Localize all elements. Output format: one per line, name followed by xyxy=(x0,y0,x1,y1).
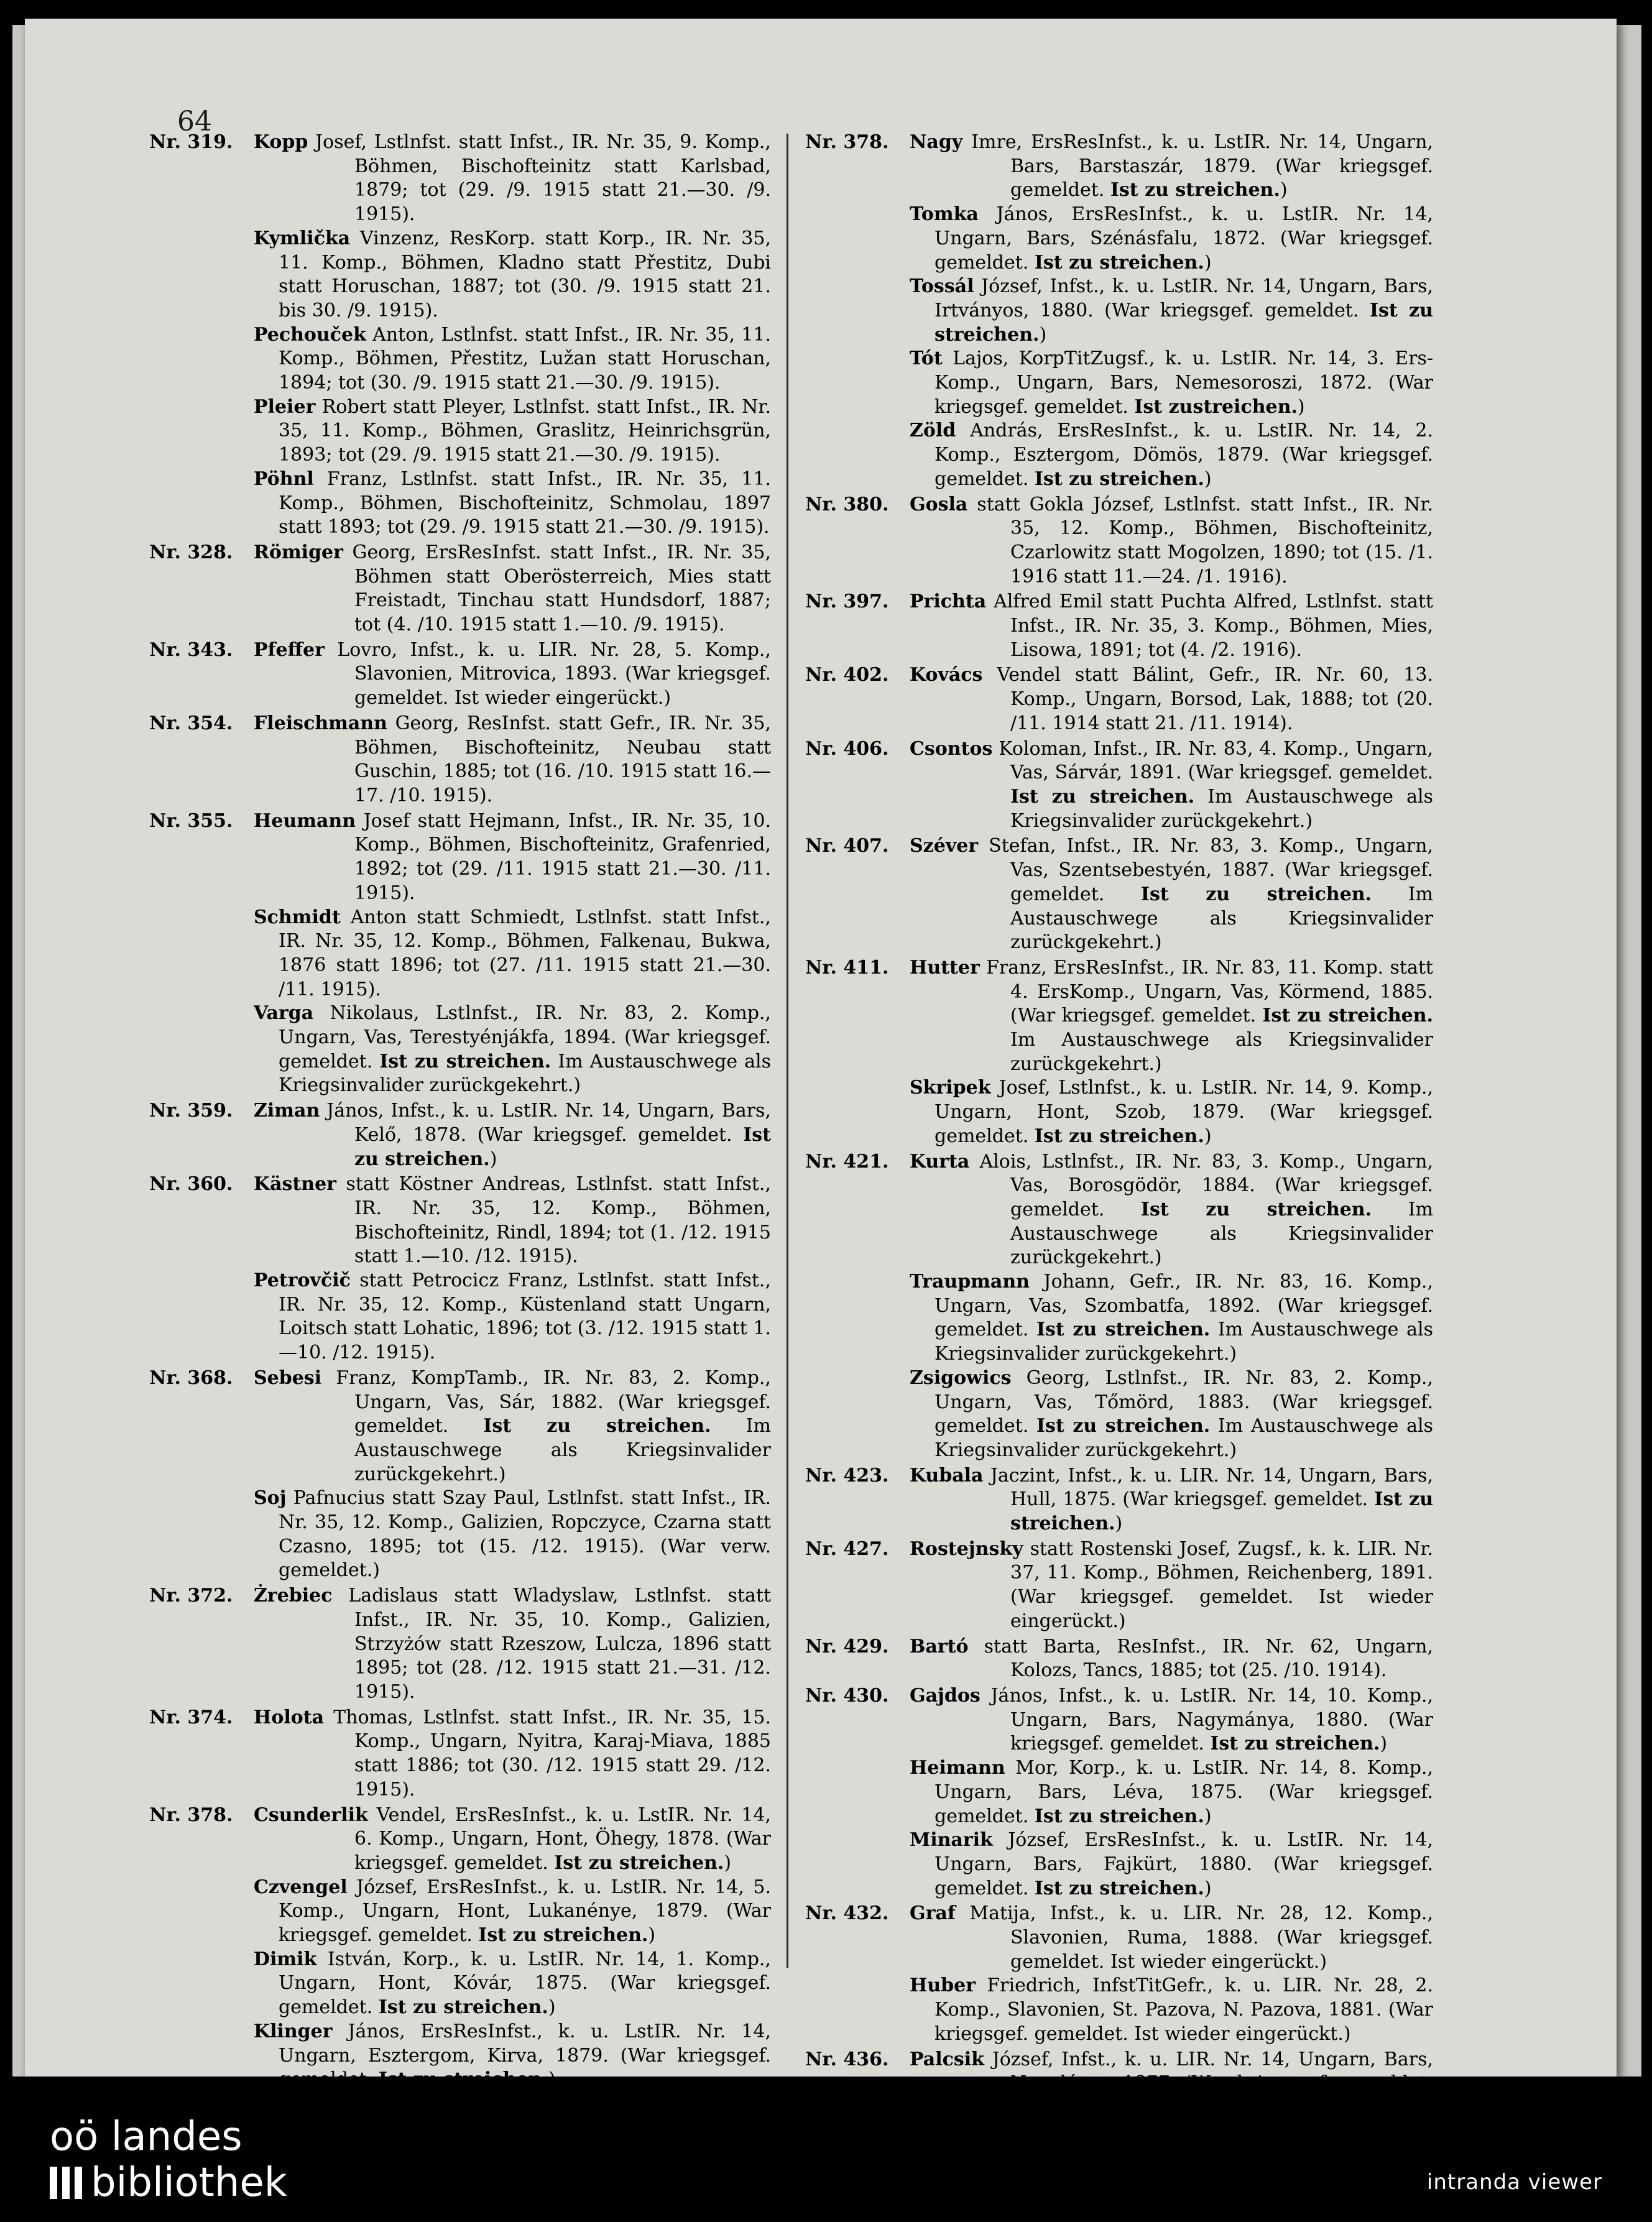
person-details: Alois, Lstlnfst., IR. Nr. 83, 3. Komp., Ungarn, Vas, Borosgödör, 1884. (War kriegsgef. gemeldet. xyxy=(969,1150,1433,1220)
person-details: statt Köstner Andreas, Lstlnfst. statt Infst., IR. Nr. 35, 12. Komp., Böhmen, Bischofteinitz, Rindl, 1894; tot (1. /12. 1915 statt 1.—10. /12. 1915). xyxy=(336,1173,771,1268)
register-entry xyxy=(149,541,771,637)
person-record xyxy=(254,906,771,1002)
person-details: József, ErsResInfst., k. u. LstIR. Nr. 14, Ungarn, Bars, Fajkürt, 1880. (War kriegsgef. gemeldet. xyxy=(934,1829,1433,1899)
person-record xyxy=(254,1487,771,1583)
person-details: Thomas, Lstlnfst. statt Infst., IR. Nr. 35, 15. Komp., Ungarn, Nyitra, Karaj-Miava, 1885 statt 1886; tot (30. /12. 1915 statt 29. /12. 1915). xyxy=(324,1706,771,1800)
entry-number: Nr. 359. xyxy=(149,1100,233,1122)
entry-persons xyxy=(254,1706,771,1802)
person-surname: Csunderlik xyxy=(254,1804,368,1826)
person-surname: Skripek xyxy=(910,1077,991,1099)
entry-persons xyxy=(910,131,1433,492)
person-surname: Prichta xyxy=(910,591,987,613)
register-entry xyxy=(149,1367,771,1583)
entry-number: Nr. 430. xyxy=(805,1685,889,1707)
person-details: statt Barta, ResInfst., IR. Nr. 62, Ungarn, Kolozs, Tancs, 1885; tot (25. /10. 1914). xyxy=(968,1635,1433,1682)
entry-persons xyxy=(254,1584,771,1705)
register-entry xyxy=(149,1173,771,1365)
person-surname: Ziman xyxy=(254,1100,320,1122)
status-note: Ist zu streichen. xyxy=(1140,883,1372,905)
person-details-tail: Im Austauschwege als Kriegsinvalider zurückgekehrt.) xyxy=(279,1050,771,1097)
entry-number: Nr. 372. xyxy=(149,1585,233,1607)
person-details: János, ErsResInfst., k. u. LstIR. Nr. 14, Ungarn, Esztergom, Kirva, 1879. (War kriegsgef. gemeldet. xyxy=(279,2020,771,2091)
person-details: Vendel statt Bálint, Gefr., IR. Nr. 60, 13. Komp., Ungarn, Borsod, Lak, 1888; tot (20. /11. 1914 statt 21. /11. 1914). xyxy=(982,664,1433,734)
person-surname: Żrebiec xyxy=(254,1585,333,1607)
left-column xyxy=(149,131,771,2165)
entry-number: Nr. 423. xyxy=(805,1464,889,1487)
entry-persons xyxy=(910,663,1433,735)
entry-number: Nr. 407. xyxy=(805,835,889,857)
entry-number: Nr. 421. xyxy=(805,1150,889,1173)
person-details: Lajos, KorpTitZugsf., k. u. LstIR. Nr. 14, 3. Ers-Komp., Ungarn, Bars, Nemesoroszi, 1872. (War kriegsgef. gemeldet. xyxy=(934,348,1433,418)
person-record xyxy=(254,1584,771,1705)
person-details-tail: ) xyxy=(548,1996,556,2019)
logo-bars-icon xyxy=(50,2167,82,2199)
person-details-tail: ) xyxy=(1204,468,1212,490)
status-note: Ist zu streichen. xyxy=(554,1851,724,1874)
person-record xyxy=(910,419,1433,491)
status-note: Ist zu streichen. xyxy=(1034,1805,1204,1827)
entry-persons xyxy=(254,131,771,540)
status-note: Ist zu streichen. xyxy=(1034,251,1204,274)
register-entry xyxy=(805,1150,1433,1463)
person-record xyxy=(254,2020,771,2092)
person-details: András, ErsResInfst., k. u. LstIR. Nr. 14, 2. Komp., Esztergom, Dömös, 1879. (War kriegsgef. gemeldet. xyxy=(934,420,1433,490)
entry-number: Nr. 427. xyxy=(805,1537,889,1560)
person-details-tail: Im Austauschwege als Kriegsinvalider zurückgekehrt.) xyxy=(1010,785,1433,832)
register-entry xyxy=(805,590,1433,662)
person-surname: Bartó xyxy=(910,1635,969,1657)
person-surname: Nagy xyxy=(910,131,963,153)
person-record xyxy=(910,1464,1433,1536)
person-record xyxy=(910,1635,1433,1683)
person-record xyxy=(254,468,771,540)
person-surname: Széver xyxy=(910,835,979,857)
status-note: Ist zu streichen. xyxy=(1140,1198,1372,1220)
entry-number: Nr. 343. xyxy=(149,638,233,661)
entry-number: Nr. 397. xyxy=(805,591,889,613)
person-record xyxy=(910,1537,1433,1634)
person-record xyxy=(910,834,1433,955)
person-details: Vendel, ErsResInfst., k. u. LstIR. Nr. 14, 6. Komp., Ungarn, Hont, Öhegy, 1878. (War kriegsgef. gemeldet. xyxy=(354,1804,771,1874)
person-record xyxy=(254,1173,771,1269)
person-surname: Zöld xyxy=(910,420,956,442)
person-record xyxy=(254,395,771,468)
person-details: Friedrich, InfstTitGefr., k. u. LIR. Nr. 28, 2. Komp., Slavonien, St. Pazova, N. Pazova, 1881. (War kriegsgef. gemeldet. Ist wieder eingerückt.) xyxy=(934,1975,1433,2045)
register-entry xyxy=(149,131,771,540)
status-note: Ist zustreichen. xyxy=(1134,395,1298,418)
entry-persons xyxy=(254,1367,771,1583)
person-surname: Pechouček xyxy=(254,323,366,346)
person-record xyxy=(254,227,771,323)
person-record xyxy=(910,1756,1433,1828)
person-details-tail: ) xyxy=(1297,395,1305,418)
person-details-tail: ) xyxy=(1204,1805,1212,1827)
person-details: Jaczint, Infst., k. u. LIR. Nr. 14, Ungarn, Bars, Hull, 1875. (War kriegsgef. gemeldet. xyxy=(983,1464,1433,1511)
person-details: Matija, Infst., k. u. LIR. Nr. 28, 12. Komp., Slavonien, Ruma, 1888. (War kriegsgef. gemeldet. Ist wieder eingerückt.) xyxy=(955,1902,1433,1973)
person-surname: Kovács xyxy=(910,664,983,686)
entry-number: Nr. 319. xyxy=(149,131,233,153)
person-surname: Zsigowics xyxy=(910,1367,1012,1389)
page-number: 64 xyxy=(177,106,212,137)
entry-number: Nr. 411. xyxy=(805,956,889,979)
entry-number: Nr. 355. xyxy=(149,809,233,832)
entry-persons xyxy=(910,1684,1433,1901)
entry-persons xyxy=(910,956,1433,1149)
entry-persons xyxy=(254,541,771,637)
person-surname: Kymlička xyxy=(254,227,351,249)
person-record xyxy=(254,1269,771,1365)
entry-persons xyxy=(254,638,771,711)
person-record xyxy=(910,1974,1433,2046)
person-surname: Traupmann xyxy=(910,1271,1030,1293)
person-record xyxy=(254,638,771,711)
person-details-tail: ) xyxy=(1280,179,1288,201)
entry-persons xyxy=(910,493,1433,589)
person-record xyxy=(254,131,771,227)
person-details: Franz, ErsResInfst., IR. Nr. 83, 11. Komp. statt 4. ErsKomp., Ungarn, Vas, Körmend, 1885. (War kriegsgef. gemeldet. xyxy=(979,956,1433,1027)
person-details: Stefan, Infst., IR. Nr. 83, 3. Komp., Ungarn, Vas, Szentsebestyén, 1887. (War kriegsgef. gemeldet. xyxy=(978,835,1433,905)
person-record xyxy=(910,1270,1433,1367)
entry-number: Nr. 380. xyxy=(805,493,889,515)
entry-persons xyxy=(254,712,771,808)
viewer-footer xyxy=(0,2095,1652,2222)
entry-number: Nr. 368. xyxy=(149,1367,233,1389)
entry-persons xyxy=(910,737,1433,834)
person-details: Robert statt Pleyer, Lstlnfst. statt Infst., IR. Nr. 35, 11. Komp., Böhmen, Graslitz, Heinrichsgrün, 1893; tot (29. /9. 1915 statt 21.—30. /9. 1915). xyxy=(279,395,771,466)
person-record xyxy=(910,275,1433,347)
status-note: Ist zu streichen. xyxy=(1034,468,1204,490)
person-details-tail: ) xyxy=(1204,1125,1212,1147)
register-entry xyxy=(805,737,1433,834)
register-entry xyxy=(149,1099,771,1171)
entry-persons xyxy=(910,1635,1433,1683)
person-surname: Soj xyxy=(254,1487,287,1510)
register-entry xyxy=(805,1537,1433,1634)
person-details: Franz, Lstlnfst. statt Infst., IR. Nr. 35, 11. Komp., Böhmen, Bischofteinitz, Schmolau, 1897 statt 1893; tot (29. /9. 1915 statt 21.—30. /9. 1915). xyxy=(279,468,771,538)
person-surname: Dimik xyxy=(254,1948,317,1970)
register-entry xyxy=(149,1584,771,1705)
person-details: Nikolaus, Lstlnfst., IR. Nr. 83, 2. Komp., Ungarn, Vas, Terestyénjákfa, 1894. (War kriegsgef. gemeldet. xyxy=(279,1002,771,1072)
person-surname: Czvengel xyxy=(254,1876,348,1898)
person-details: János, Infst., k. u. LstIR. Nr. 14, Ungarn, Bars, Kelő, 1878. (War kriegsgef. gemeldet. xyxy=(320,1100,771,1146)
register-entry xyxy=(149,638,771,711)
person-surname: Pfeffer xyxy=(254,638,325,661)
person-surname: Kästner xyxy=(254,1173,336,1196)
person-details: József, Infst., k. u. LIR. Nr. 14, Ungarn, Bars, Nagylócsa, 1877. (War kriegsgef. gemeldet. xyxy=(984,2048,1433,2095)
person-record xyxy=(254,1804,771,1876)
right-column xyxy=(805,131,1433,2121)
person-details-tail: Im Austauschwege als Kriegsinvalider zurückgekehrt.) xyxy=(354,1415,771,1485)
person-surname: Minarik xyxy=(910,1829,993,1851)
person-surname: Huber xyxy=(910,1975,976,1997)
status-note: Ist zu streichen. xyxy=(378,2068,548,2091)
person-details-tail: ) xyxy=(724,1851,732,1874)
person-surname: Schmidt xyxy=(254,906,341,928)
status-note: Ist zu streichen. xyxy=(1210,1733,1380,1755)
person-record xyxy=(910,663,1433,735)
entry-persons xyxy=(254,1173,771,1365)
person-details: Mor, Korp., k. u. LstIR. Nr. 14, 8. Komp., Ungarn, Bars, Léva, 1875. (War kriegsgef. gemeldet. xyxy=(934,1757,1433,1827)
person-surname: Klinger xyxy=(254,2020,333,2042)
logo-line2-row xyxy=(50,2160,287,2206)
person-details: Imre, ErsResInfst., k. u. LstIR. Nr. 14, Ungarn, Bars, Barstaszár, 1879. (War kriegsgef. gemeldet. xyxy=(962,131,1433,201)
entry-persons xyxy=(910,1902,1433,2046)
entry-number: Nr. 354. xyxy=(149,712,233,734)
register-entry xyxy=(805,956,1433,1149)
person-surname: Graf xyxy=(910,1902,956,1925)
entry-number: Nr. 406. xyxy=(805,737,889,760)
person-record xyxy=(254,809,771,906)
person-record xyxy=(910,1902,1433,1974)
status-note: Ist zu streichen. xyxy=(478,1924,648,1947)
person-details: Alfred Emil statt Puchta Alfred, Lstlnfst. statt Infst., IR. Nr. 35, 3. Komp., Böhmen, Mies, Lisowa, 1891; tot (4. /2. 1916). xyxy=(986,591,1433,661)
person-details-tail: Im Austauschwege als Kriegsinvalider zurückgekehrt.) xyxy=(1010,1029,1433,1075)
register-entry xyxy=(805,1684,1433,1901)
person-details: Josef, Lstlnfst., k. u. LstIR. Nr. 14, 9. Komp., Ungarn, Hont, Szob, 1879. (War kriegsgef. gemeldet. xyxy=(934,1077,1433,1147)
person-details: István, Korp., k. u. LstIR. Nr. 14, 1. Komp., Ungarn, Hont, Kóvár, 1875. (War kriegsgef. gemeldet. xyxy=(279,1948,771,2019)
person-record xyxy=(254,1706,771,1802)
person-details-tail: ) xyxy=(489,1148,497,1170)
person-surname: Tossál xyxy=(910,275,974,298)
person-record xyxy=(910,590,1433,662)
person-surname: Rostejnsky xyxy=(910,1537,1023,1560)
person-surname: Gosla xyxy=(910,493,968,515)
person-details: Anton statt Schmiedt, Lstlnfst. statt Infst., IR. Nr. 35, 12. Komp., Böhmen, Falkenau, Bukwa, 1876 statt 1896; tot (27. /11. 1915 statt 21.—30. /11. 1915). xyxy=(279,906,771,1000)
person-surname: Gajdos xyxy=(910,1685,981,1707)
logo-text-line1: oö landes xyxy=(50,2114,242,2160)
entry-number: Nr. 360. xyxy=(149,1173,233,1196)
entry-persons xyxy=(254,1099,771,1171)
entry-number: Nr. 378. xyxy=(805,131,889,153)
person-details: János, ErsResInfst., k. u. LstIR. Nr. 14, Ungarn, Bars, Szénásfalu, 1872. (War kriegsgef. gemeldet. xyxy=(934,203,1433,274)
person-details: Georg, ErsResInfst. statt Infst., IR. Nr. 35, Böhmen statt Oberösterreich, Mies statt Freistadt, Tinchau statt Hundsdorf, 1887; tot (4. /10. 1915 statt 1.—10. /9. 1915). xyxy=(343,541,771,636)
person-record xyxy=(910,1076,1433,1148)
person-details-tail: Im Austauschwege als Kriegsinvalider zurückgekehrt.) xyxy=(934,1415,1433,1461)
person-record xyxy=(910,1367,1433,1463)
person-details: Josef statt Hejmann, Infst., IR. Nr. 35, 10. Komp., Böhmen, Bischofteinitz, Grafenried, 1892; tot (29. /11. 1915 statt 21.—30. /11. 1915). xyxy=(354,809,771,904)
status-note: Ist zu streichen. xyxy=(1034,1125,1204,1147)
person-details: József, ErsResInfst., k. u. LstIR. Nr. 14, 5. Komp., Ungarn, Hont, Lukanénye, 1879. (War kriegsgef. gemeldet. xyxy=(279,1876,771,1947)
person-details-tail: ) xyxy=(648,1924,656,1947)
entry-persons xyxy=(910,834,1433,955)
entry-number: Nr. 436. xyxy=(805,2048,889,2070)
person-surname: Heumann xyxy=(254,809,356,832)
status-note: Ist zu streichen. xyxy=(1262,1005,1433,1027)
person-details: Vinzenz, ResKorp. statt Korp., IR. Nr. 35, 11. Komp., Böhmen, Kladno statt Přestitz, Dubi statt Horuschan, 1887; tot (30. /9. 1915 statt 21. bis 30. /9. 1915). xyxy=(279,227,771,321)
person-details: Ladislaus statt Wladyslaw, Lstlnfst. statt Infst., IR. Nr. 35, 10. Komp., Galizien, Strzyżów statt Rzeszow, Lulcza, 1896 statt 1895; tot (28. /12. 1915 statt 21.—31. /12. 1915). xyxy=(332,1585,771,1703)
person-surname: Kopp xyxy=(254,131,308,153)
person-surname: Tót xyxy=(910,348,943,370)
person-details: János, Infst., k. u. LstIR. Nr. 14, 10. Komp., Ungarn, Bars, Nagymánya, 1880. (War kriegsgef. gemeldet. xyxy=(980,1685,1433,1755)
entry-number: Nr. 374. xyxy=(149,1706,233,1728)
status-note: Ist zu streichen. xyxy=(378,1996,548,2019)
person-details-tail: Im Austauschwege als Kriegsinvalider zurückgekehrt.) xyxy=(1010,1198,1433,1269)
person-details-tail: ) xyxy=(548,2068,556,2091)
person-surname: Fleischmann xyxy=(254,712,387,734)
person-record xyxy=(254,1367,771,1487)
register-entry xyxy=(149,809,771,1098)
person-details-tail: Im Austauschwege als Kriegsinvalider zurückgekehrt.) xyxy=(934,1319,1433,1365)
register-entry xyxy=(805,663,1433,735)
person-surname: Holota xyxy=(254,1706,325,1728)
person-surname: Kubala xyxy=(910,1464,984,1487)
person-record xyxy=(910,1150,1433,1271)
status-note: Ist zu streichen. xyxy=(1036,1319,1211,1341)
entry-number: Nr. 378. xyxy=(149,1804,233,1826)
person-surname: Kurta xyxy=(910,1150,970,1173)
status-note: Ist zu streichen. xyxy=(1110,179,1280,201)
person-details: Georg, Lstlnfst., IR. Nr. 83, 2. Komp., Ungarn, Vas, Tőmörd, 1883. (War kriegsgef. gemeldet. xyxy=(934,1367,1433,1437)
person-details: statt Gokla József, Lstlnfst. statt Infst., IR. Nr. 35, 12. Komp., Böhmen, Bischofteinitz, Czarlowitz statt Mogolzen, 1890; tot (15. /1. 1916 statt 11.—24. /1. 1916). xyxy=(967,493,1433,588)
entry-persons xyxy=(910,590,1433,662)
person-surname: Sebesi xyxy=(254,1367,322,1389)
person-record xyxy=(254,541,771,637)
person-surname: Heimann xyxy=(910,1757,1005,1779)
register-entry xyxy=(805,1902,1433,2046)
person-record xyxy=(910,493,1433,589)
person-record xyxy=(254,1099,771,1171)
register-entry xyxy=(805,1464,1433,1536)
status-note: Ist zu streichen. xyxy=(1034,1877,1204,1899)
person-details: Koloman, Infst., IR. Nr. 83, 4. Komp., Ungarn, Vas, Sárvár, 1891. (War kriegsgef. gemeldet. xyxy=(992,737,1433,784)
status-note: Ist zu streichen. xyxy=(1036,1415,1211,1437)
entry-number: Nr. 328. xyxy=(149,541,233,563)
person-record xyxy=(910,737,1433,834)
person-record xyxy=(254,1948,771,2020)
entry-persons xyxy=(254,809,771,1098)
person-details: Johann, Gefr., IR. Nr. 83, 16. Komp., Ungarn, Vas, Szombatfa, 1892. (War kriegsgef. gemeldet. xyxy=(934,1271,1433,1341)
person-record xyxy=(910,956,1433,1077)
person-surname: Pöhnl xyxy=(254,468,314,490)
person-details: József, Infst., k. u. LstIR. Nr. 14, Ungarn, Bars, Irtványos, 1880. (War kriegsgef. gemeldet. xyxy=(934,275,1433,321)
person-record xyxy=(910,1684,1433,1756)
register-entry xyxy=(805,834,1433,955)
register-entry xyxy=(805,1635,1433,1683)
person-surname: Hutter xyxy=(910,956,980,979)
person-record xyxy=(254,1002,771,1098)
entry-persons xyxy=(910,1537,1433,1634)
person-details-tail: ) xyxy=(1380,1733,1388,1755)
person-surname: Palcsik xyxy=(910,2048,984,2070)
register-entry xyxy=(149,1706,771,1802)
person-record xyxy=(910,203,1433,275)
register-entry xyxy=(805,493,1433,589)
status-note: Ist zu streichen. xyxy=(1010,1488,1433,1535)
person-surname: Römiger xyxy=(254,541,343,563)
person-details: Anton, Lstlnfst. statt Infst., IR. Nr. 35, 11. Komp., Böhmen, Přestitz, Lužan statt Horuschan, 1894; tot (30. /9. 1915 statt 21.—30. /9. 1915). xyxy=(279,323,771,394)
library-logo[interactable] xyxy=(50,2114,287,2206)
viewer-credit: intranda viewer xyxy=(1426,2170,1602,2195)
register-entry xyxy=(149,712,771,808)
person-record xyxy=(254,323,771,395)
status-note: Ist zu streichen. xyxy=(483,1415,711,1437)
status-note: Ist zu streichen. xyxy=(934,299,1433,346)
person-details: Georg, ResInfst. statt Gefr., IR. Nr. 35, Böhmen, Bischofteinitz, Neubau statt Guschin, 1885; tot (16. /10. 1915 statt 16.—17. /10. 1915). xyxy=(354,712,771,806)
person-surname: Csontos xyxy=(910,737,993,760)
person-surname: Pleier xyxy=(254,395,316,418)
status-note: Ist zu streichen. xyxy=(1010,785,1195,808)
person-details-tail: Im Austauschwege als Kriegsinvalider zurückgekehrt.) xyxy=(1010,883,1433,954)
logo-text-line2: bibliothek xyxy=(91,2160,287,2206)
person-details-tail: ) xyxy=(1204,1877,1212,1899)
person-surname: Petrovčič xyxy=(254,1270,351,1292)
entry-number: Nr. 429. xyxy=(805,1635,889,1657)
entry-number: Nr. 402. xyxy=(805,664,889,686)
person-details: Franz, KompTamb., IR. Nr. 83, 2. Komp., Ungarn, Vas, Sár, 1882. (War kriegsgef. gemeldet. xyxy=(321,1367,771,1437)
person-record xyxy=(910,131,1433,203)
person-record xyxy=(254,1876,771,1948)
person-surname: Varga xyxy=(254,1002,314,1025)
entry-number: Nr. 432. xyxy=(805,1902,889,1925)
entry-persons xyxy=(910,1150,1433,1463)
person-record xyxy=(910,1828,1433,1901)
person-details: statt Rostenski Josef, Zugsf., k. k. LIR. Nr. 37, 11. Komp., Böhmen, Reichenberg, 1891. (War kriegsgef. gemeldet. Ist wieder eingerückt.) xyxy=(1010,1537,1433,1632)
person-surname: Tomka xyxy=(910,203,979,226)
person-details: Josef, Lstlnfst. statt Infst., IR. Nr. 35, 9. Komp., Böhmen, Bischofteinitz statt Karlsbad, 1879; tot (29. /9. 1915 statt 21.—30. /9. 1915). xyxy=(308,131,771,226)
person-record xyxy=(910,347,1433,419)
status-note: Ist zu streichen. xyxy=(379,1050,551,1072)
person-details: Lovro, Infst., k. u. LIR. Nr. 28, 5. Komp., Slavonien, Mitrovica, 1893. (War kriegsgef. gemeldet. Ist wieder eingerückt.) xyxy=(325,638,771,709)
person-details: statt Petrocicz Franz, Lstlnfst. statt Infst., IR. Nr. 35, 12. Komp., Küstenland statt Ungarn, Loitsch statt Lohatic, 1896; tot (3. /12. 1915 statt 1.—10. /12. 1915). xyxy=(279,1270,771,1364)
person-record xyxy=(254,712,771,808)
register-entry xyxy=(805,131,1433,492)
person-details-tail: ) xyxy=(1115,1513,1123,1535)
person-details-tail: ) xyxy=(1039,323,1047,346)
person-details-tail: ) xyxy=(1204,251,1212,274)
person-details: Pafnucius statt Szay Paul, Lstlnfst. statt Infst., IR. Nr. 35, 12. Komp., Galizien, Ropczyce, Czarna statt Czasno, 1895; tot (15. /12. 1915). (War verw. gemeldet.) xyxy=(279,1487,771,1582)
status-note: Ist zu streichen. xyxy=(354,1123,771,1170)
column-divider xyxy=(787,134,788,1968)
entry-persons xyxy=(910,1464,1433,1536)
